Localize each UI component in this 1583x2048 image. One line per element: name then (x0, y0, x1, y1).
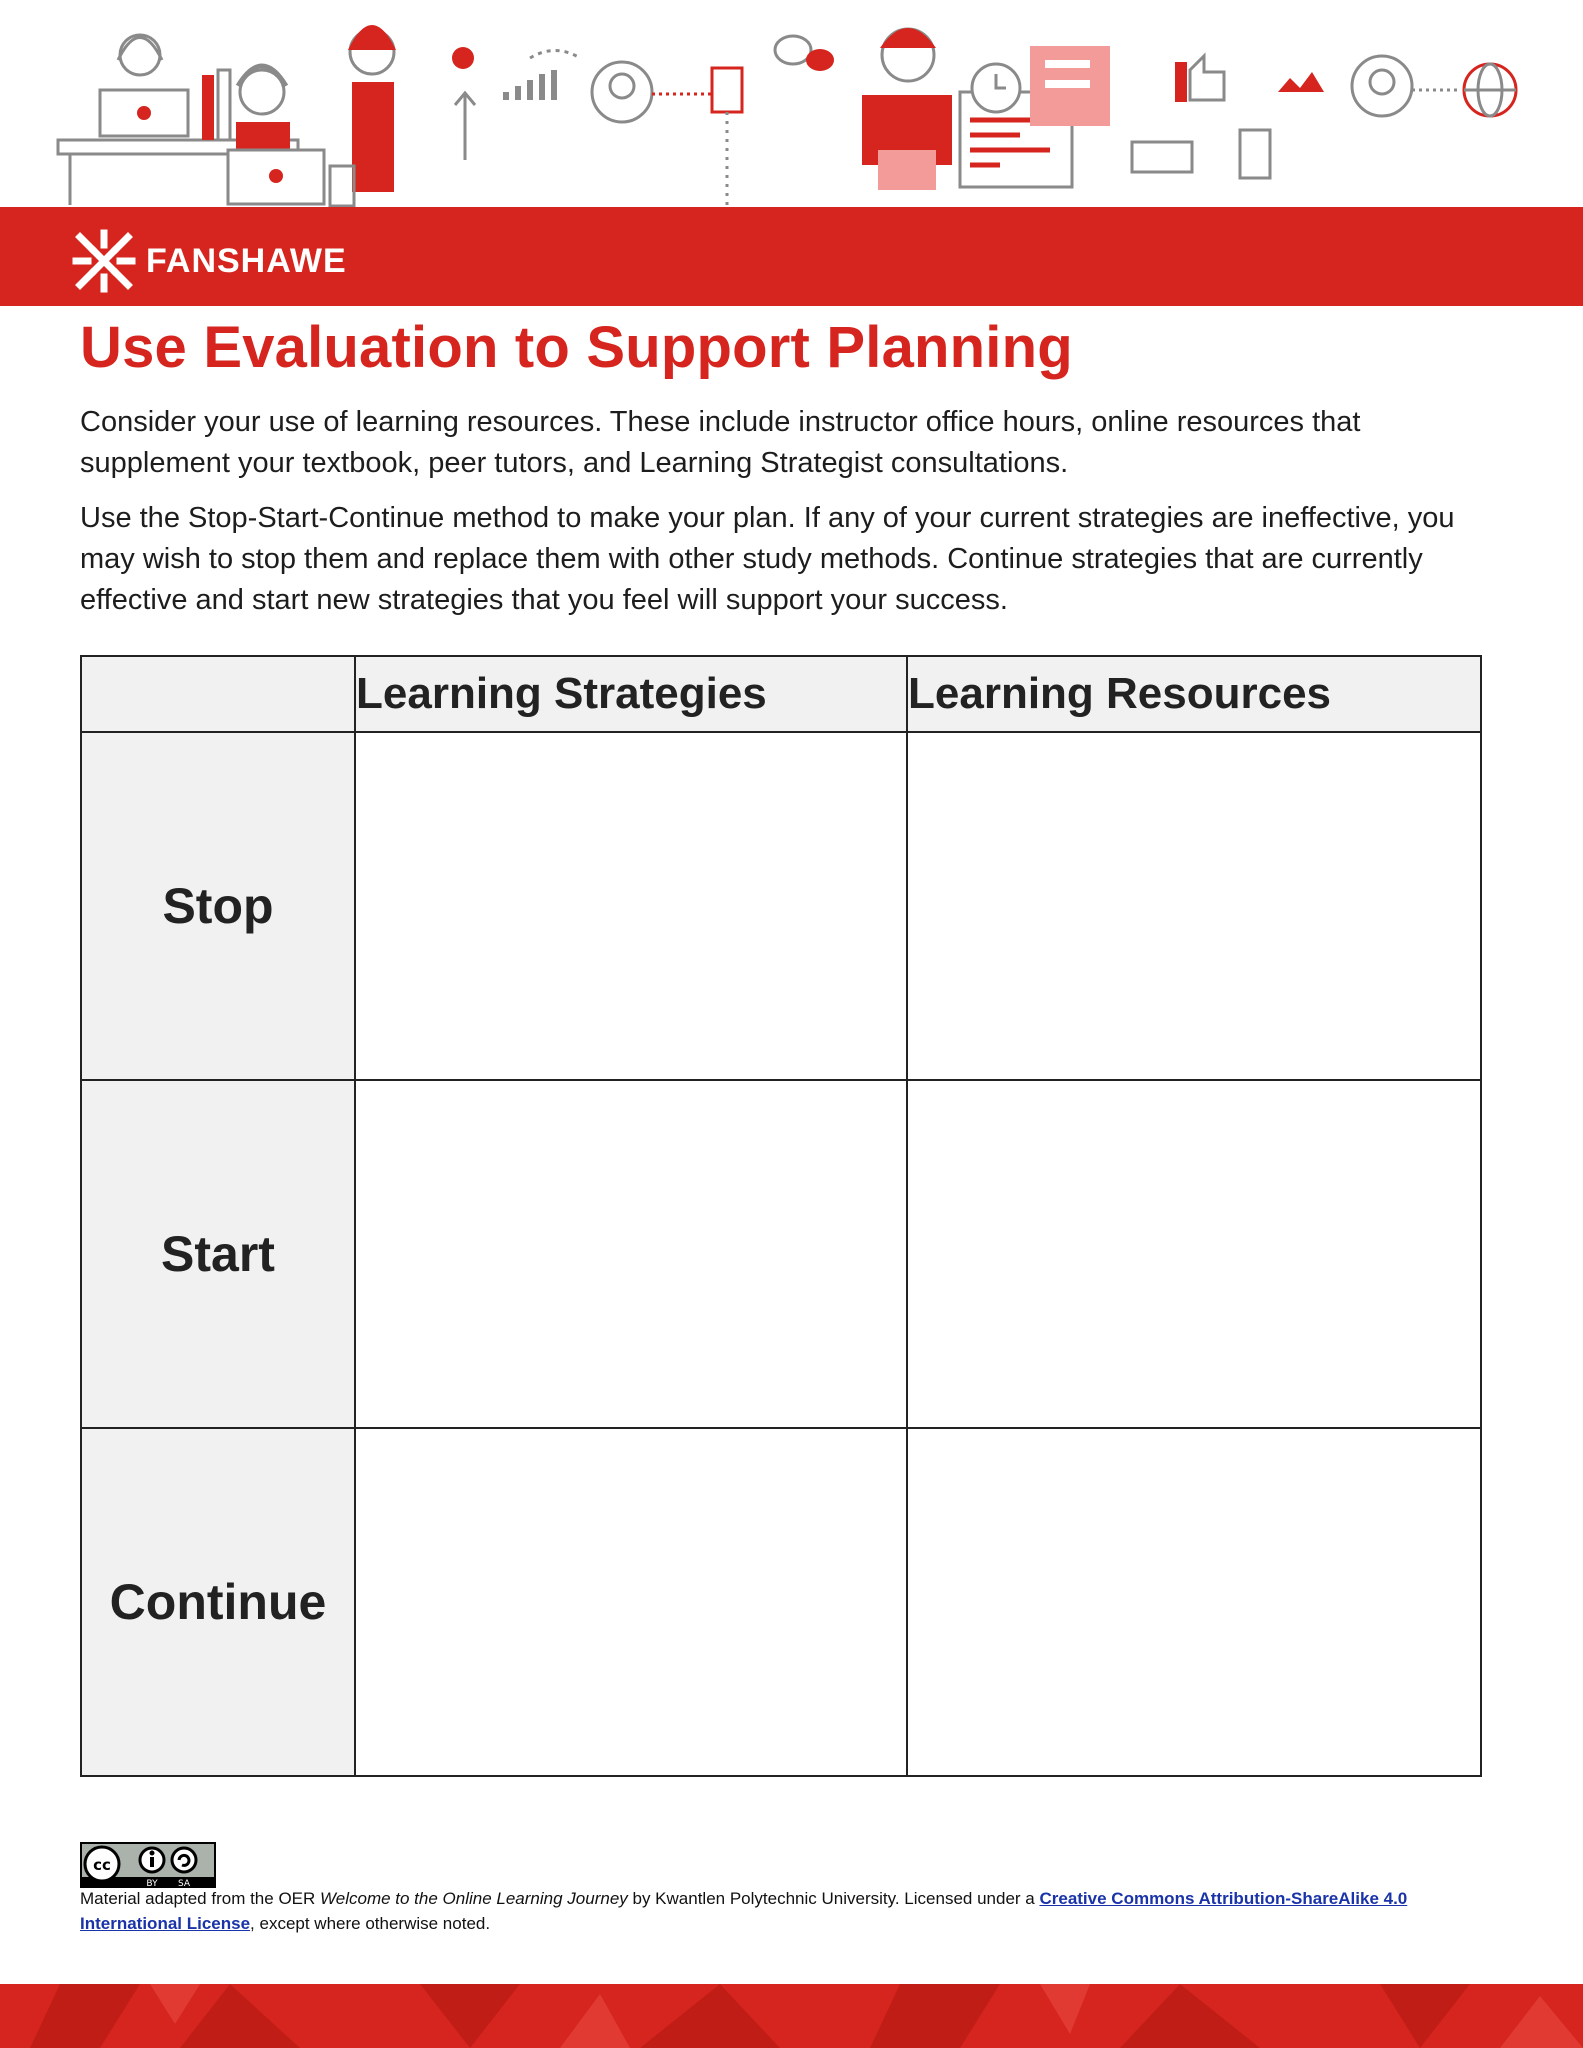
start-strategies-cell[interactable] (355, 1080, 907, 1428)
stop-resources-cell[interactable] (907, 732, 1481, 1080)
header-illustration (0, 0, 1583, 210)
continue-strategies-cell[interactable] (355, 1428, 907, 1776)
corner-cell (81, 656, 355, 732)
page-title: Use Evaluation to Support Planning (80, 315, 1073, 380)
license-credit (80, 1886, 1510, 1936)
row-label-continue: Continue (81, 1428, 355, 1776)
start-resources-cell[interactable] (907, 1080, 1481, 1428)
row-label-stop: Stop (81, 732, 355, 1080)
cc-by-label: BY (146, 1879, 158, 1888)
credit-prefix: Material adapted from the OER (80, 1889, 321, 1908)
table-row-continue (81, 1428, 1481, 1776)
footer-band (0, 1984, 1583, 2048)
method-paragraph: Use the Stop-Start-Continue method to make your plan. If any of your current strategies are ineffective, you may wish to stop them and replace them with other study methods. Continue strategies that are currently effective and start new strategies that you feel will support your success. (80, 502, 1455, 616)
continue-resources-cell[interactable] (907, 1428, 1481, 1776)
stop-start-continue-table (80, 655, 1482, 1777)
column-header-resources: Learning Resources (907, 656, 1481, 732)
brand-logo (72, 228, 347, 294)
table-row-stop (81, 732, 1481, 1080)
brand-name: FANSHAWE (146, 241, 347, 280)
work-title: Welcome to the Online Learning Journey (320, 1889, 628, 1908)
svg-text:cc: cc (93, 1856, 111, 1874)
cc-sa-label: SA (177, 1879, 191, 1888)
cc-by-sa-icon (80, 1842, 216, 1888)
intro-paragraph: Consider your use of learning resources. These include instructor office hours, online resources that supplement your textbook, peer tutors, and Learning Strategist consultations. (80, 406, 1361, 479)
license-link[interactable]: Creative Commons Attribution-ShareAlike 4.0 International License (80, 1889, 1408, 1933)
table-row-start (81, 1080, 1481, 1428)
row-label-start: Start (81, 1080, 355, 1428)
credit-middle: by Kwantlen Polytechnic University. Licensed under a (627, 1889, 1040, 1908)
fanshawe-star-icon (72, 229, 136, 293)
credit-suffix: , except where otherwise noted. (250, 1914, 491, 1933)
column-header-strategies: Learning Strategies (355, 656, 907, 732)
stop-strategies-cell[interactable] (355, 732, 907, 1080)
table-header-row (81, 656, 1481, 732)
